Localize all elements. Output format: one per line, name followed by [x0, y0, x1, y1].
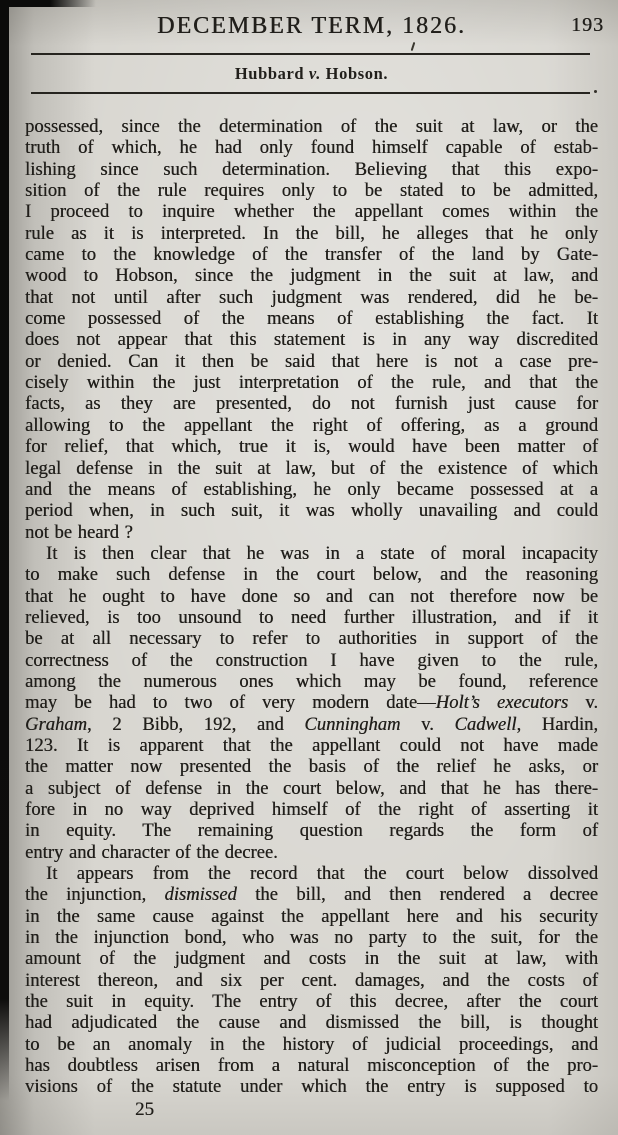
text-line	[25, 458, 598, 479]
text-segment: be at all necessary to refer to authorities in support of the	[25, 628, 598, 650]
text-segment: in the same cause against the appellant here and his security	[25, 905, 598, 927]
text-line	[25, 714, 598, 735]
text-line	[25, 650, 598, 671]
text-segment: come possessed of the means of establishing the fact. It	[25, 308, 598, 330]
text-line	[25, 265, 598, 286]
paragraph	[25, 863, 598, 1098]
text-line	[25, 1012, 598, 1033]
text-line	[25, 927, 598, 948]
text-segment: legal defense in the suit at law, but of the existence of which	[25, 457, 598, 479]
text-segment: in equity. The remaining question regards the form of	[25, 820, 598, 842]
text-segment: a subject of defense in the court below, and that he has there-	[25, 777, 598, 799]
text-line	[25, 351, 598, 372]
text-segment: had adjudicated the cause and dismissed the bill, is thought	[25, 1012, 598, 1034]
term-title: DECEMBER TERM, 1826.	[157, 13, 466, 39]
text-segment: came to the knowledge of the transfer of the land by Gate-	[25, 244, 598, 266]
text-segment: wood to Hobson, since the judgment in the suit at law, and	[25, 265, 598, 287]
text-segment: to make such defense in the court below, and the reasoning	[25, 564, 598, 586]
text-body	[25, 116, 598, 1098]
text-segment: v.	[308, 64, 321, 83]
text-segment: to be an anomaly in the history of judicial proceedings, and	[25, 1033, 598, 1055]
text-line	[25, 116, 598, 137]
text-line	[25, 436, 598, 457]
text-segment: among the numerous ones which may be found, reference	[25, 670, 598, 692]
text-line	[25, 692, 598, 713]
text-segment: It is then clear that he was in a state of moral incapacity	[46, 542, 598, 564]
text-segment: not be heard ?	[25, 521, 133, 543]
text-segment: correctness of the construction I have given to the rule,	[25, 649, 598, 671]
text-segment: rule as it is interpreted. In the bill, he alleges that he only	[25, 222, 598, 244]
text-segment: allowing to the appellant the right of offering, as a ground	[25, 414, 598, 436]
header-rule-bottom	[31, 92, 590, 94]
text-line	[25, 906, 598, 927]
text-segment: does not appear that this statement is in any way discredited	[25, 329, 598, 351]
text-segment: fore in no way deprived himself of the right of asserting it	[25, 799, 598, 820]
text-line	[25, 244, 598, 265]
text-line	[25, 522, 598, 543]
text-line	[25, 393, 598, 414]
text-segment: for relief, that which, true it is, would have been matter of	[25, 436, 598, 458]
text-segment: truth of which, he had only found himself capable of estab-	[25, 137, 598, 159]
text-segment: Holt’s executors	[435, 692, 569, 714]
text-segment: Hobson.	[320, 64, 389, 83]
text-segment: entry and character of the decree.	[25, 841, 278, 863]
header-rule-top	[31, 53, 590, 55]
text-segment: sition of the rule requires only to be stated to be admitted,	[25, 180, 598, 202]
text-line	[25, 1034, 598, 1055]
text-segment: the injunction,	[25, 884, 165, 906]
text-line	[25, 372, 598, 393]
text-line	[25, 863, 598, 884]
text-segment: Hubbard	[234, 64, 309, 83]
text-line	[25, 159, 598, 180]
text-line	[25, 948, 598, 969]
text-segment: and the means of establishing, he only became possessed at a	[25, 478, 598, 500]
text-line	[25, 778, 598, 799]
text-line	[25, 287, 598, 308]
text-line	[25, 586, 598, 607]
text-segment: , Hardin,	[516, 713, 599, 735]
text-line	[25, 820, 598, 841]
text-line	[25, 415, 598, 436]
text-segment: v.	[568, 692, 599, 714]
running-head	[25, 11, 604, 42]
text-line	[25, 735, 598, 756]
text-segment: may be had to two of very modern date—	[25, 692, 436, 714]
text-segment: visions of the statute under which the entry is supposed to	[25, 1076, 598, 1098]
text-segment: the matter now presented the basis of the relief he asks, or	[25, 756, 598, 778]
text-line	[25, 991, 598, 1012]
text-segment: amount of the judgment and costs in the suit at law, with	[25, 948, 598, 970]
text-segment: in the injunction bond, who was no party to the suit, for the	[25, 927, 598, 949]
text-line	[25, 479, 598, 500]
text-segment: cisely within the just interpretation of the rule, and that the	[25, 372, 598, 394]
text-line	[25, 180, 598, 201]
text-line	[25, 500, 598, 521]
text-segment: dismissed	[164, 884, 237, 906]
text-line	[25, 671, 598, 692]
text-line	[25, 543, 598, 564]
text-segment: that not until after such judgment was rendered, did he be-	[25, 286, 598, 308]
text-segment: facts, as they are presented, do not furnish just cause for	[25, 393, 598, 415]
text-segment: I proceed to inquire whether the appellant comes within the	[25, 201, 598, 223]
text-line	[25, 201, 598, 222]
text-segment: Cadwell	[454, 713, 517, 735]
text-line	[25, 223, 598, 244]
paragraph	[25, 543, 598, 863]
text-line	[25, 628, 598, 649]
text-line	[25, 329, 598, 350]
text-line	[25, 1076, 598, 1097]
text-segment: the bill, and then rendered a decree	[236, 884, 599, 906]
page-footer	[25, 1099, 598, 1121]
text-line	[25, 137, 598, 158]
text-segment: Graham	[25, 713, 87, 735]
text-line	[25, 756, 598, 777]
signature-mark: 25	[135, 1098, 154, 1120]
text-line	[25, 564, 598, 585]
text-segment: v.	[400, 713, 455, 735]
text-segment: the suit in equity. The entry of this decree, after the court	[25, 991, 598, 1013]
text-segment: possessed, since the determination of the suit at law, or the	[25, 116, 598, 137]
text-segment: that he ought to have done so and can not therefore now be	[25, 585, 598, 607]
text-segment: has doubtless arisen from a natural misconception of the pro-	[25, 1055, 598, 1077]
text-segment: relieved, is too unsound to need further illustration, and if it	[25, 606, 598, 628]
text-line	[25, 1055, 598, 1076]
text-segment: interest thereon, and six per cent. damages, and the costs of	[25, 969, 598, 991]
text-line	[25, 884, 598, 905]
text-segment: or denied. Can it then be said that here is not a case pre-	[25, 350, 598, 372]
text-segment: It appears from the record that the court below dissolved	[46, 863, 598, 885]
paragraph	[25, 116, 598, 543]
text-line	[25, 799, 598, 820]
text-segment: period when, in such suit, it was wholly unavailing and could	[25, 500, 598, 522]
text-segment: , 2 Bibb, 192, and	[86, 713, 305, 735]
text-line	[25, 308, 598, 329]
text-segment: 123. It is apparent that the appellant could not have made	[25, 734, 598, 756]
text-segment: Cunningham	[304, 713, 401, 735]
text-line	[25, 970, 598, 991]
case-title	[25, 62, 598, 86]
text-segment: lishing since such determination. Believing that this expo-	[25, 158, 598, 180]
page-number: 193	[571, 14, 604, 36]
text-line	[25, 842, 598, 863]
text-line	[25, 607, 598, 628]
